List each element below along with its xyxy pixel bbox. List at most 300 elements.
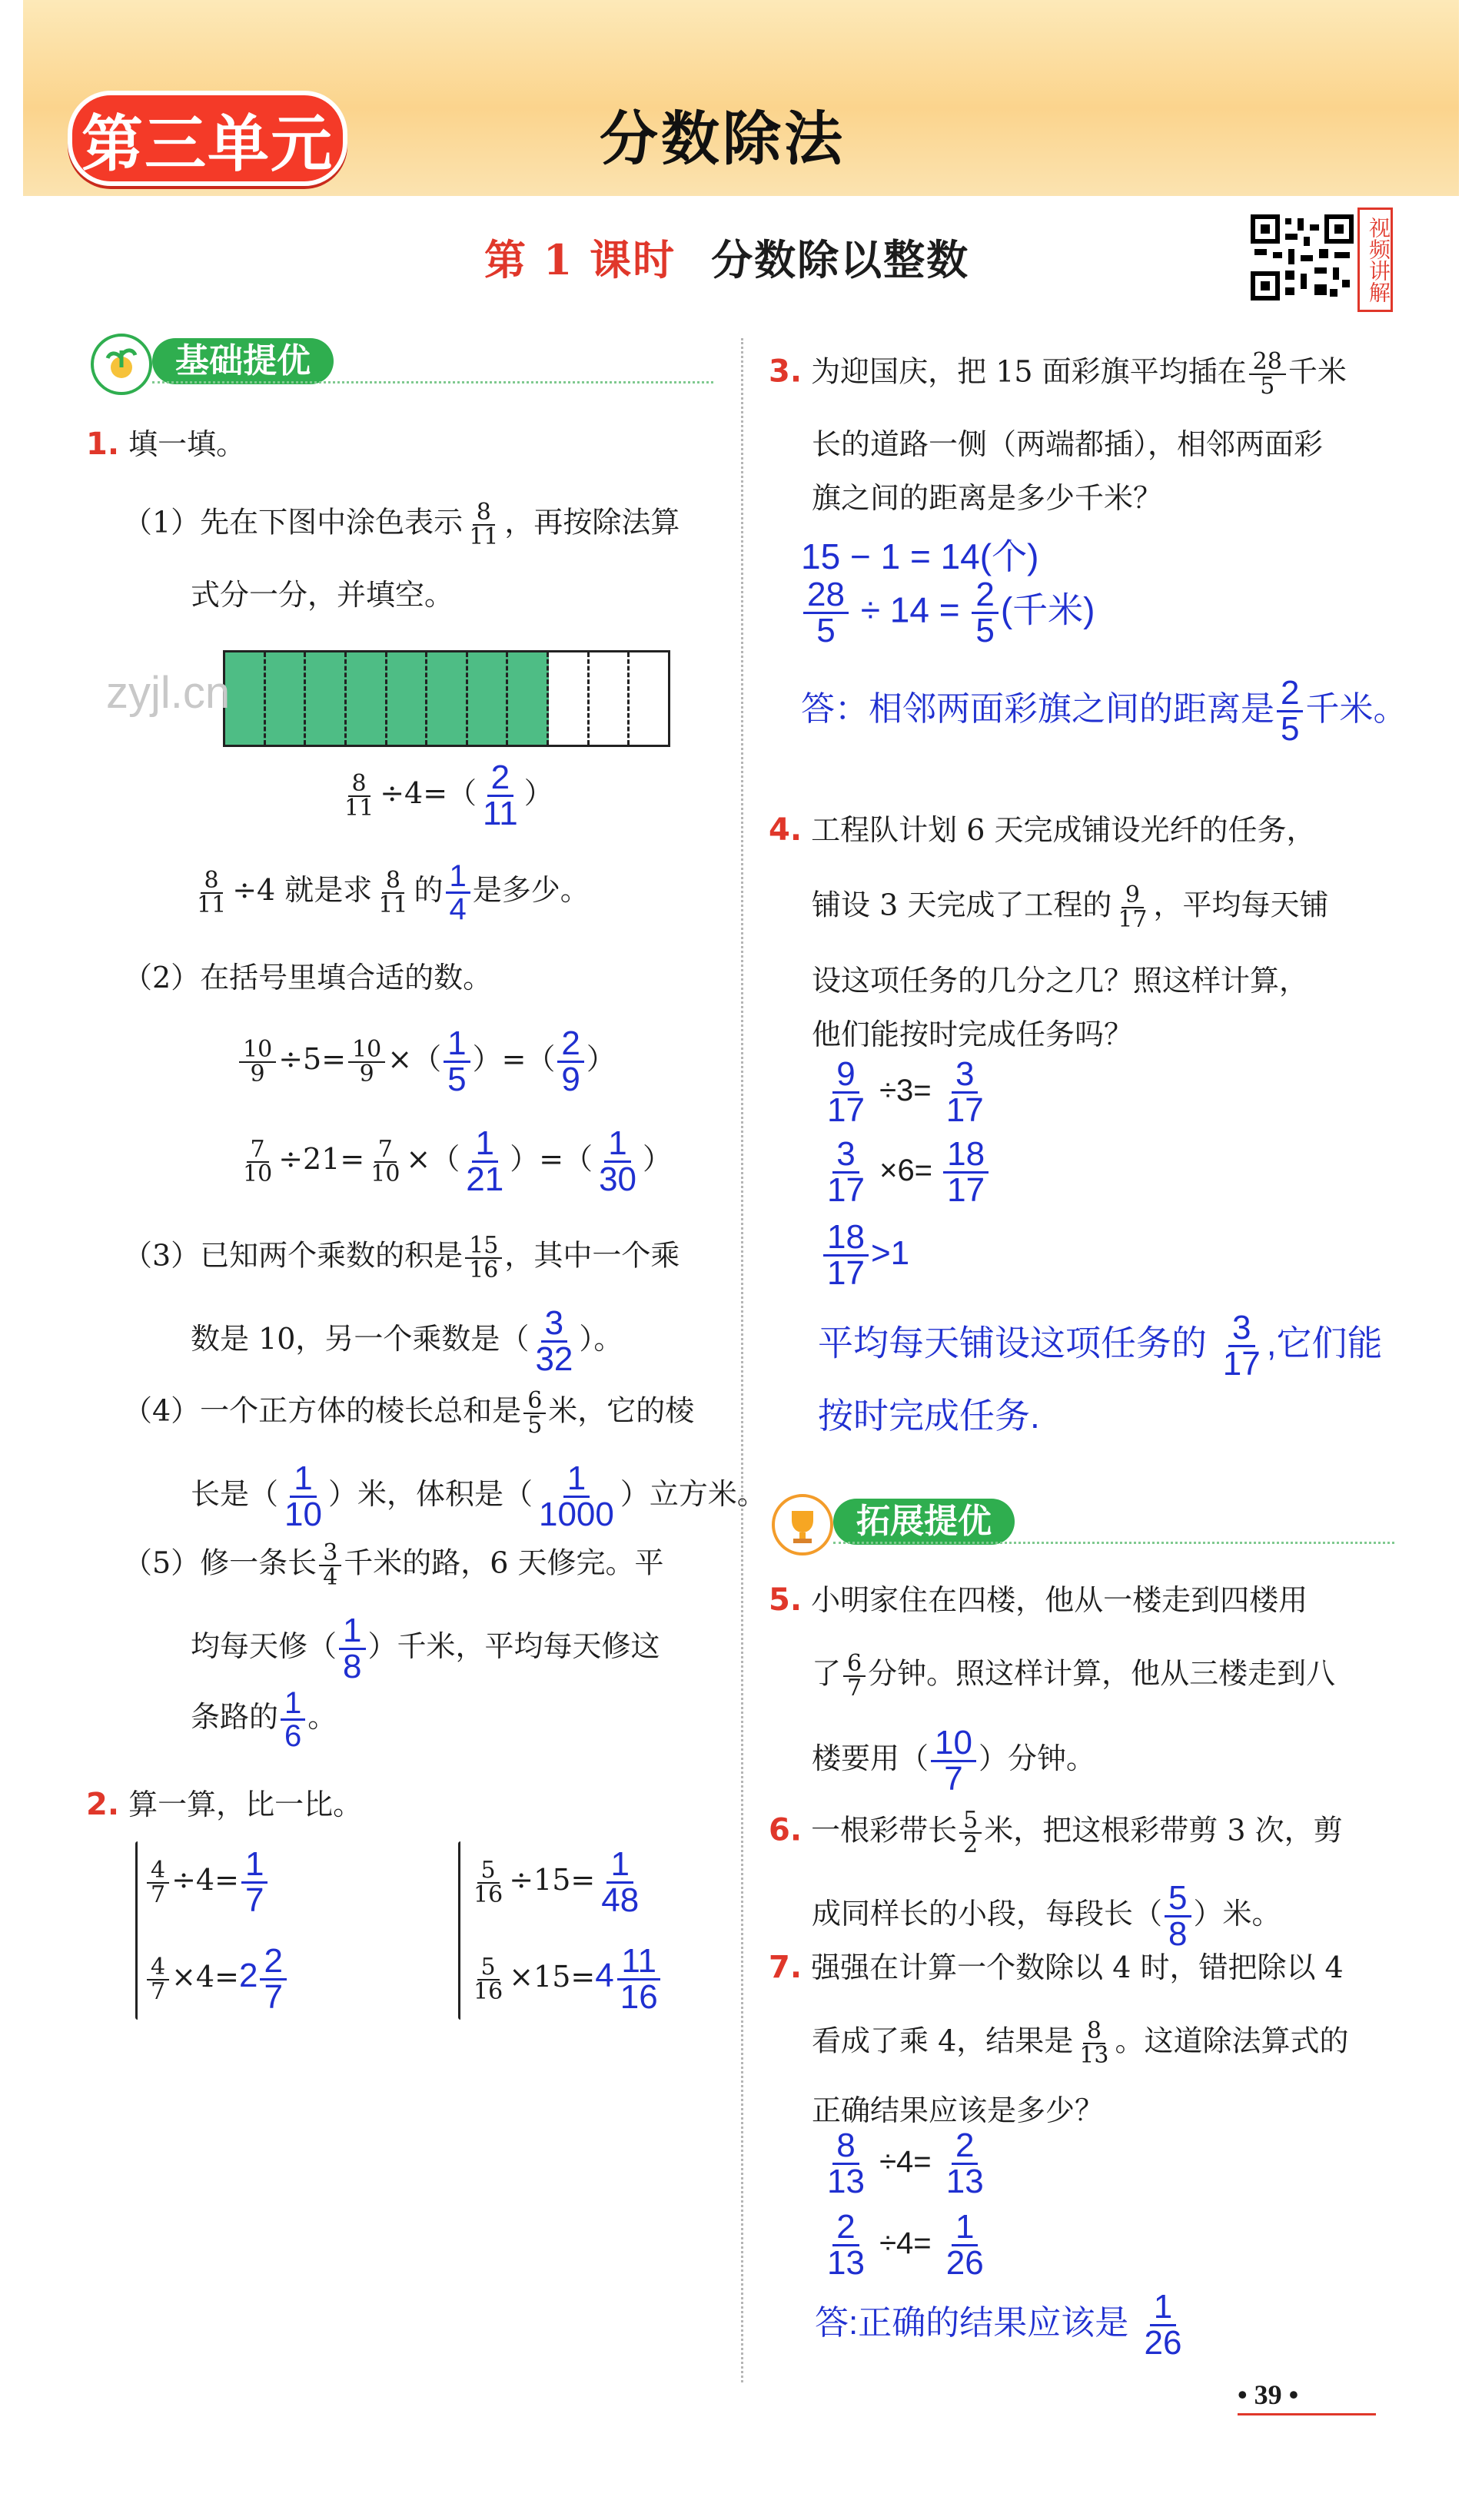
denominator: 16 [620,1978,658,2016]
fraction [147,1953,169,2005]
text: ）立方米。 [620,1477,766,1511]
numerator: 1 [444,1027,470,1063]
text: 千米 [1288,354,1347,389]
text: ÷3= [879,1074,932,1108]
denominator: 5 [527,1412,543,1439]
numerator: 9 [1121,884,1144,908]
numerator: 18 [943,1137,989,1174]
denominator: 17 [827,1171,865,1209]
denominator: 11 [344,794,374,822]
text: 是多少。 [472,873,590,907]
denominator: 11 [469,523,499,550]
text: ） [523,776,553,810]
q7-line1 [769,1947,1344,1987]
fraction [1249,350,1286,398]
numerator: 3 [952,1057,978,1094]
video-label: 视频讲解 [1357,208,1393,312]
numerator: 2 [260,1944,286,1980]
numerator: 18 [823,1220,869,1257]
numerator: 2 [557,1027,583,1063]
q2-left-1 [145,1845,270,1919]
numerator: 3 [541,1306,567,1343]
numerator: 1 [281,1688,305,1721]
fraction [470,1856,507,1908]
denominator: 10 [370,1160,400,1187]
text: 千米的路，6 天修完。平 [344,1546,664,1580]
answer-fraction [281,1459,326,1533]
q4-step3 [821,1220,909,1290]
q2-title [86,1785,362,1824]
q3-number: 3. [769,354,802,390]
denominator: 26 [1144,2324,1182,2362]
fraction [193,866,230,918]
section-rule [833,1542,1394,1544]
text: 答：相邻两面彩旗之间的距离是 [801,690,1274,729]
numerator: 1 [604,1127,630,1163]
numerator: 10 [348,1038,385,1063]
q4-line1 [769,810,1315,850]
denominator: 16 [474,1977,503,2005]
column-divider [741,338,743,2382]
q7-number: 7. [769,1950,802,1985]
numerator: 1 [606,1848,633,1884]
section-rule [152,381,713,383]
q2-left-2 [145,1944,289,2014]
denominator: 8 [1168,1915,1188,1953]
text: ）分钟。 [978,1741,1095,1775]
denominator: 8 [343,1648,362,1685]
fraction [823,1220,869,1290]
q2-text: 算一算，比一比。 [128,1788,363,1821]
denominator: 5 [1260,373,1275,400]
fraction [803,578,849,648]
bar-part-shaded [468,652,509,745]
q1-p4-line2 [191,1459,766,1533]
denominator: 7 [151,1881,166,1908]
denominator: 9 [250,1060,265,1087]
numerator: 5 [959,1809,982,1834]
q7-step2 [821,2210,990,2280]
denominator: 13 [827,2163,865,2200]
brace-left [135,1841,138,2020]
page-number: • 39 • [1238,2379,1299,2410]
fraction [523,1389,546,1437]
fraction [1277,676,1303,746]
numerator: 28 [1249,350,1286,375]
numerator: 2 [832,2210,859,2246]
numerator: 3 [319,1542,341,1566]
numerator: 6 [843,1652,866,1677]
fraction [239,1135,276,1187]
numerator: 3 [832,1137,859,1174]
fraction [823,1137,869,1207]
numerator: 1 [952,2210,978,2246]
section-header-extend [772,1499,1394,1549]
fraction [1075,2017,1112,2069]
q5-number: 5. [769,1582,802,1618]
fraction [1114,884,1151,931]
numerator: 1 [563,1462,590,1498]
text: 平均每天铺设这项任务的 [818,1323,1207,1363]
numerator: 2 [1277,676,1303,712]
numerator: 8 [473,501,495,526]
text: 强强在计算一个数除以 4 时，错把除以 4 [811,1951,1344,1984]
text: ÷4=（ [380,776,477,810]
fraction [374,866,411,918]
denominator: 17 [947,1171,985,1209]
denominator: 32 [535,1340,573,1378]
bar-part-shaded [266,652,307,745]
answer-fraction [281,1688,305,1751]
fraction-bar [223,650,670,747]
denominator: 2 [963,1831,979,1858]
fraction [348,1035,385,1087]
numerator: 8 [348,772,370,797]
text: 条路的 [191,1700,279,1734]
text: 均每天修（ [191,1629,337,1663]
text: 为迎国庆，把 15 面彩旗平均插在 [811,354,1247,389]
fraction [972,578,998,648]
fraction [367,1135,404,1187]
q5-line1 [769,1580,1308,1620]
q4-line2 [812,884,1329,931]
text: ÷4= [879,2226,932,2261]
text: ÷4= [879,2145,932,2180]
answer-fraction [595,1124,640,1198]
numerator: 10 [931,1726,976,1762]
denominator: 5 [975,612,995,649]
q1-p1-eq1 [338,761,553,831]
q1-text: 填一填。 [128,427,246,461]
denominator: 9 [561,1061,580,1098]
numerator: 8 [382,869,404,894]
numerator: 1 [472,1127,498,1163]
answer-fraction [446,861,470,925]
denominator: 11 [197,891,227,918]
fraction [843,1652,866,1700]
numerator: 5 [477,1956,500,1980]
text: （4）一个正方体的棱长总和是 [123,1393,522,1428]
text: 长是（ [191,1477,279,1511]
denominator: 13 [945,2163,984,2200]
bar-part-shaded [347,652,387,745]
q1-p1-line1 [123,501,680,549]
text: 答:正确的结果应该是 [815,2304,1129,2342]
fraction [1219,1311,1264,1381]
q3-line1 [769,350,1347,398]
text: ÷ 14 = [860,589,960,630]
answer-fraction [241,1845,267,1919]
answer-fraction [339,1614,365,1684]
text: （3）已知两个乘数的积是 [123,1238,464,1273]
text: 。 [307,1700,337,1734]
denominator: 17 [1222,1345,1261,1383]
q1-title [86,424,245,464]
text: 了 [812,1656,842,1691]
fraction [465,501,502,549]
lesson-name: 分数除以整数 [711,235,970,284]
numerator: 4 [147,1859,169,1884]
q1-p5-line1 [123,1539,664,1591]
text: >1 [870,1234,910,1273]
bar-part [549,652,590,745]
text: 米，把这根彩带剪 3 次，剪 [984,1813,1343,1848]
fraction [470,1953,507,2005]
q1-number: 1. [86,427,120,462]
text: 成同样长的小段，每段长（ [812,1897,1163,1931]
q4-line4: 他们能按时完成任务吗？ [812,1018,1134,1051]
denominator: 11 [483,795,518,832]
text: 一根彩带长 [811,1813,958,1848]
numerator: 6 [523,1389,546,1414]
text: 看成了乘 4，结果是 [812,2024,1074,2058]
fraction [465,1234,502,1282]
denominator: 17 [827,1091,865,1129]
answer-fraction [931,1726,976,1796]
bar-part-shaded [508,652,549,745]
text: 式分一分，并填空。 [191,578,454,612]
denominator: 21 [466,1160,504,1198]
text: ）米。 [1193,1897,1281,1931]
text: ）。 [579,1322,623,1356]
q3-line2: 长的道路一侧（两端都插），相邻两面彩 [812,427,1324,461]
text: (千米) [1000,589,1095,630]
denominator: 10 [243,1160,273,1187]
fraction [147,1856,169,1908]
text: ÷4= [171,1863,239,1897]
text: 小明家住在四楼，他从一楼走到四楼用 [811,1583,1308,1617]
fraction [341,769,377,822]
text: ） [586,1042,616,1076]
numerator: 15 [465,1234,502,1259]
denominator: 7 [847,1675,862,1702]
denominator: 7 [264,1978,283,2016]
numerator: 7 [247,1138,269,1163]
text: ×4= [171,1960,239,1994]
q1-p5-line3 [191,1688,337,1751]
numerator: 7 [374,1138,397,1163]
text: 数是 10，另一个乘数是（ [191,1322,530,1356]
denominator: 5 [1281,710,1300,748]
numerator: 8 [201,869,223,894]
q4-line3: 设这项任务的几分之几？照这样计算， [812,964,1309,998]
text: ）米，体积是（ [327,1477,533,1511]
denominator: 17 [827,1254,865,1292]
page-number-underline [1238,2413,1376,2415]
denominator: 13 [827,2244,865,2282]
answer-fraction [479,761,522,831]
denominator: 10 [284,1496,322,1533]
bar-part-shaded [306,652,347,745]
q7-answer [815,2290,1188,2360]
qr-code-icon[interactable] [1250,214,1354,301]
denominator: 16 [474,1881,503,1908]
text: ）=（ [510,1142,593,1176]
text: ，平均每天铺 [1153,888,1329,922]
denominator: 9 [359,1060,374,1087]
answer-fraction [260,1944,286,2014]
q5-line3 [812,1726,1095,1796]
lesson-title [484,227,969,287]
bar-part [590,652,630,745]
sprout-icon [91,334,152,395]
q3-step2 [801,578,1095,648]
numerator: 1 [290,1462,316,1498]
denominator: 4 [323,1564,338,1591]
fraction [942,2210,988,2280]
bar-part-shaded [225,652,266,745]
numerator: 4 [147,1956,169,1980]
text: ÷4 就是求 [232,873,373,907]
denominator: 16 [469,1257,499,1283]
answer-fraction [462,1124,507,1198]
bar-part-shaded [387,652,428,745]
answer-fraction [535,1459,618,1533]
denominator: 6 [284,1719,302,1753]
denominator: 7 [151,1977,166,2005]
numerator: 11 [617,1944,660,1980]
unit-badge: 第三单元 [68,91,347,186]
denominator: 4 [449,892,467,926]
bar-part [630,652,668,745]
q6-line2 [812,1881,1281,1951]
numerator: 1 [446,861,470,894]
numerator: 10 [239,1038,276,1063]
q6-line1 [769,1809,1343,1857]
denominator: 5 [447,1061,467,1098]
q7-line3: 正确结果应该是多少？ [812,2093,1105,2127]
trophy-icon [772,1494,833,1555]
denominator: 11 [378,891,408,918]
text: ） [643,1142,673,1176]
text: （1）先在下图中涂色表示 [123,505,464,540]
q4-number: 4. [769,812,802,848]
brace-right [458,1841,460,2020]
text: ×15= [509,1960,596,1994]
text: 的 [414,873,444,907]
denominator: 7 [944,1760,963,1798]
fraction [823,2129,869,2199]
q3-step1: 15 − 1 = 14(个) [801,536,1039,576]
fraction [959,1809,982,1857]
text: ×（ [387,1042,442,1076]
q1-p4-line1 [123,1389,694,1437]
q1-p2-row1 [237,1024,616,1098]
bar-part-shaded [427,652,468,745]
answer-fraction [531,1306,577,1376]
q1-p1-line2 [191,575,454,615]
q5-line2 [812,1652,1335,1700]
q2-right-2 [467,1944,664,2014]
text: 。这道除法算式的 [1115,2024,1349,2058]
q7-step1 [821,2129,990,2199]
numerator: 5 [1165,1881,1191,1917]
q1-p5-line2 [191,1614,660,1684]
answer-fraction [557,1024,583,1098]
numerator: 1 [1150,2290,1176,2326]
denominator: 48 [601,1881,640,1919]
fraction [942,1057,988,1127]
lesson-number: 第 1 课时 [484,235,676,284]
numerator: 28 [803,578,849,614]
q2-number: 2. [86,1787,120,1822]
section-title: 基础提优 [152,338,334,384]
text: （5）修一条长 [123,1546,317,1580]
fraction [239,1035,276,1087]
answer-fraction [444,1024,470,1098]
denominator: 5 [816,612,836,649]
fraction [823,2210,869,2280]
numerator: 5 [477,1859,500,1884]
text: ,它们能 [1266,1323,1383,1363]
text: ÷21= [278,1142,365,1176]
numerator: 1 [241,1848,267,1884]
q3-line3: 旗之间的距离是多少千米？ [812,481,1163,515]
text: 铺设 3 天完成了工程的 [812,888,1112,922]
text: ，再按除法算 [504,505,680,540]
text: 楼要用（ [812,1741,929,1775]
numerator: 2 [487,761,513,797]
unit-title: 分数除法 [600,105,846,173]
numerator: 8 [832,2129,859,2165]
watermark: zyjl.cn [106,668,231,718]
q3-answer [801,676,1407,746]
denominator: 7 [244,1881,264,1919]
q4-step2 [821,1137,991,1207]
q4-answer2: 按时完成任务. [818,1396,1040,1436]
text: ÷15= [509,1863,596,1897]
text: ）千米，平均每天修这 [367,1629,660,1663]
q1-p3-line1 [123,1234,680,1282]
section-header-basic [91,338,713,389]
text: ÷5= [278,1042,347,1076]
q1-p3-line2 [191,1306,623,1376]
numerator: 2 [952,2129,978,2165]
answer-fraction [1165,1881,1191,1951]
text: 千米。 [1305,690,1407,729]
text: 分钟。照这样计算，他从三楼走到八 [868,1656,1336,1691]
q1-p1-eq2 [191,861,590,925]
text: 工程队计划 6 天完成铺设光纤的任务， [811,813,1316,847]
q2-right-1 [467,1845,645,1919]
fraction [942,2129,988,2199]
denominator: 1000 [538,1496,614,1533]
denominator: 17 [1118,906,1148,933]
text: ）=（ [472,1042,556,1076]
fraction [319,1539,341,1591]
q1-p2-row2 [237,1124,673,1198]
numerator: 8 [1083,2020,1105,2044]
denominator: 26 [945,2244,984,2282]
q7-line2 [812,2017,1349,2069]
numerator: 2 [972,578,998,614]
answer-whole: 2 [238,1957,258,1994]
denominator: 17 [945,1091,984,1129]
fraction [823,1057,869,1127]
section-title: 拓展提优 [833,1499,1015,1545]
numerator: 1 [339,1614,365,1650]
numerator: 9 [832,1057,859,1094]
text: ，其中一个乘 [504,1238,680,1273]
text: ×（ [406,1142,460,1176]
answer-whole: 4 [595,1957,614,1994]
q6-number: 6. [769,1812,802,1848]
denominator: 13 [1079,2042,1109,2069]
fraction [1140,2290,1185,2360]
denominator: 30 [599,1160,637,1198]
q1-p2-title: （2）在括号里填合适的数。 [123,961,493,994]
answer-fraction [616,1944,662,2014]
